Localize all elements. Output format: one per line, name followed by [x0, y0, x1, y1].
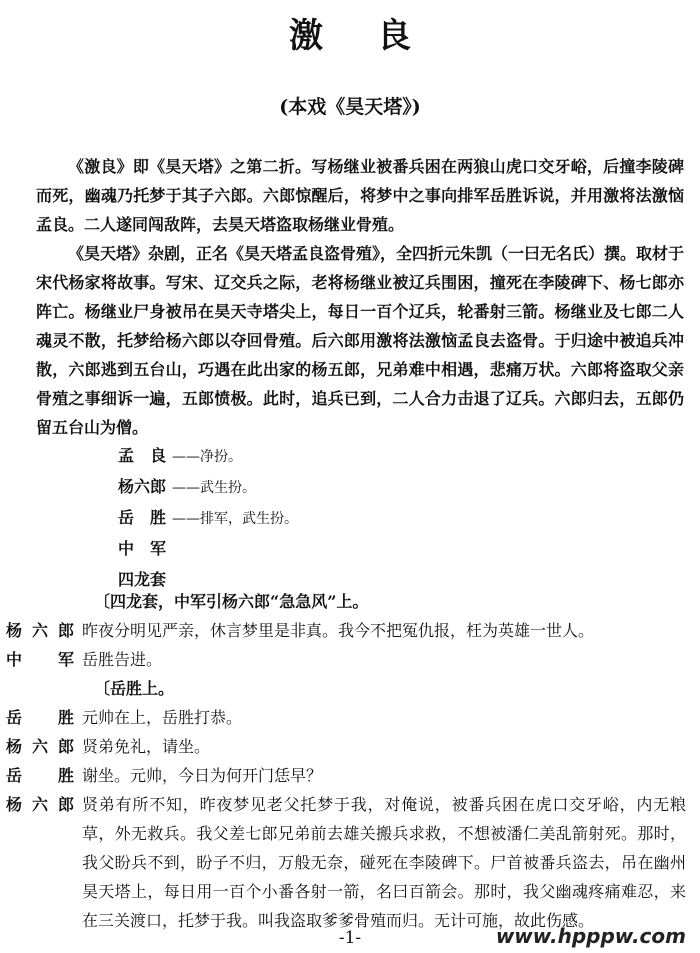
cast-name: 岳 胜 [118, 508, 167, 527]
intro-paragraph: 《昊天塔》杂剧，正名《昊天塔孟良盗骨殖》，全四折元朱凯（一曰无名氏）撰。取材于宋代杨家将故事。写宋、辽交兵之际，老将杨继业被辽兵围困，撞死在李陵碑下、杨七郎亦阵亡。杨继业尸身被吊在昊天寺塔尖上，每日一百个辽兵，轮番射三箭。杨继业及七郎二人魂灵不散，托梦给杨六郎以夺回骨殖。后六郎用激将法激恼孟良去盗骨。于归途中被追兵冲散，六郎逃到五台山，巧遇在此出家的杨五郎，兄弟难中相遇，悲痛万状。六郎将盗取父亲骨殖之事细诉一遍，五郎愤极。此时，追兵已到，二人合力击退了辽兵。六郎归去，五郎仍留五台山为僧。 [36, 244, 685, 437]
intro-paragraph: 《激良》即《昊天塔》之第二折。写杨继业被番兵困在两狼山虎口交牙峪，后撞李陵碑而死，幽魂乃托梦于其子六郎。六郎惊醒后，将梦中之事向排军岳胜诉说，并用激将法激恼孟良。二人遂同闯敌阵，去昊天塔盗取杨继业骨殖。 [36, 157, 684, 234]
cast-name: 中 军 [118, 539, 167, 558]
cast-item [118, 471, 298, 502]
dialogue-line [0, 790, 700, 935]
speaker-name: 杨六郎 [6, 737, 74, 756]
cast-desc: ——武生扮。 [172, 480, 256, 496]
cast-name: 四龙套 [118, 570, 167, 589]
speech-text: 贤弟免礼，请坐。 [82, 737, 211, 756]
dialogue-line [0, 732, 700, 761]
speaker-name: 岳 胜 [6, 708, 74, 727]
speech-text: 昨夜分明见严亲，休言梦里是非真。我今不把冤仇报，枉为英雄一世人。 [82, 621, 595, 640]
cast-desc: ——净扮。 [172, 449, 242, 465]
cast-name: 杨六郎 [118, 477, 167, 496]
cast-desc: ——排军，武生扮。 [172, 511, 298, 527]
speaker-name: 中 军 [6, 650, 74, 669]
intro-section [36, 152, 684, 442]
play-title: 激良 [289, 16, 465, 56]
stage-direction: 〔四龙套，中军引杨六郎“急急风”上。 [94, 592, 369, 611]
dialogue-line [0, 616, 700, 645]
script-body [0, 587, 700, 935]
speaker-name: 杨六郎 [6, 621, 74, 640]
speaker-name: 杨六郎 [6, 795, 74, 814]
speech-text: 岳胜告进。 [82, 650, 163, 669]
dialogue-line [0, 645, 700, 674]
page-number: -1- [338, 928, 362, 948]
cast-item [118, 533, 298, 564]
watermark: www.hpppw.com [495, 924, 686, 948]
dialogue-line [0, 761, 700, 790]
dialogue-line [0, 703, 700, 732]
speech-text: 贤弟有所不知，昨夜梦见老父托梦于我，对俺说，被番兵困在虎口交牙峪，内无粮草，外无救兵。我父差七郎兄弟前去雄关搬兵求救，不想被潘仁美乱箭射死。那时，我父盼兵不到，盼子不归，万般无奈，碰死在李陵碑下。尸首被番兵盗去，吊在幽州昊天塔上，每日用一百个小番各射一箭，名曰百箭会。那时，我父幽魂疼痛难忍，来在三关渡口，托梦于我。叫我盗取爹爹骨殖而归。无计可施，故此伤感。 [82, 795, 686, 930]
speech-text: 谢坐。元帅，今日为何开门恁早？ [82, 766, 323, 785]
stage-direction: 〔岳胜上。 [94, 679, 175, 698]
cast-item [118, 440, 298, 471]
play-subtitle: (本戏《昊天塔》) [279, 96, 421, 118]
cast-name: 孟 良 [118, 446, 167, 465]
cast-list [118, 440, 298, 595]
speech-text: 元帅在上，岳胜打恭。 [82, 708, 243, 727]
cast-item [118, 502, 298, 533]
speaker-name: 岳 胜 [6, 766, 74, 785]
